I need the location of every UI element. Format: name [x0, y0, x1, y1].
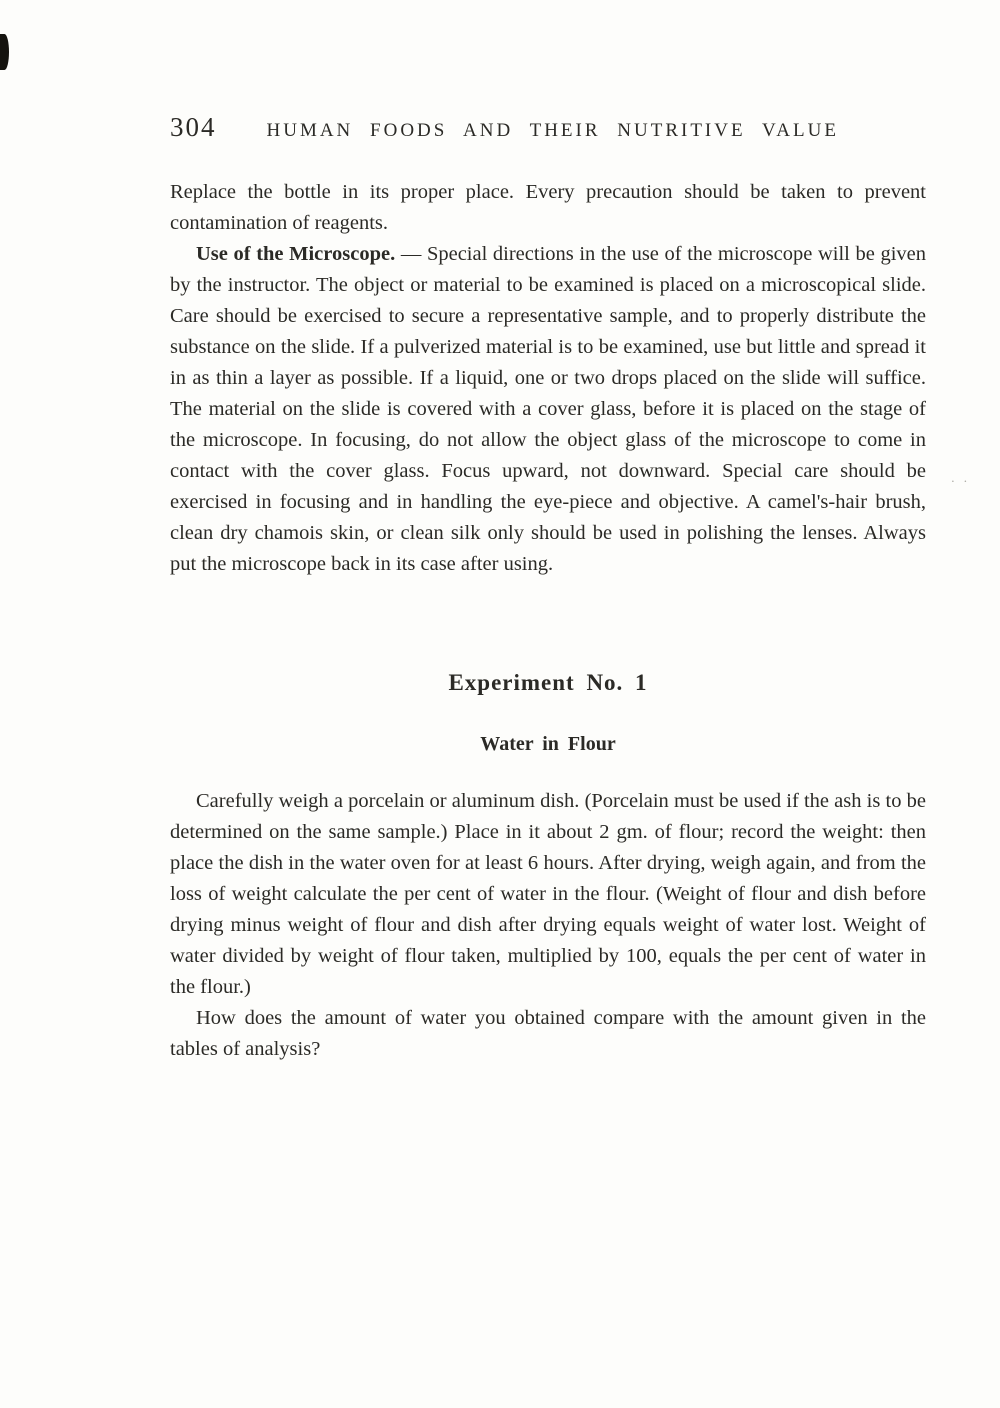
page-number: 304 — [170, 112, 217, 142]
page-header — [170, 112, 926, 143]
paragraph-reagents: Replace the bottle in its proper place. Every precaution should be taken to prevent contamination of reagents. — [170, 181, 926, 234]
running-title: HUMAN FOODS AND THEIR NUTRITIVE VALUE — [266, 120, 839, 141]
microscope-body-text: — Special directions in the use of the microscope will be given by the instructor. The object or material to be examined is placed on a microscopical slide. Care should be exercised to secure a representative sample, and to properly distribute the substance on the slide. If a pulverized material is to be examined, use but little and spread it in as thin a layer as possible. If a liquid, one or two drops placed on the slide will suffice. The material on the slide is covered with a cover glass, before it is placed on the stage of the microscope. In focusing, do not allow the object glass of the microscope to come in contact with the cover glass. Focus upward, not downward. Special care should be exercised in focusing and in handling the eye-piece and objective. A camel's-hair brush, clean dry chamois skin, or clean silk only should be used in polishing the lenses. Always put the microscope back in its case after using. — [170, 243, 926, 575]
experiment-heading: Experiment No. 1 — [448, 670, 648, 695]
scan-speck: . . — [951, 470, 970, 485]
scan-artifact — [0, 34, 9, 70]
microscope-lead-in: Use of the Microscope. — [196, 243, 396, 265]
body-text — [170, 177, 926, 1065]
page-content — [170, 112, 926, 1065]
paragraph-microscope — [170, 239, 926, 580]
paragraph-question: How does the amount of water you obtained compare with the amount given in the tables of analysis? — [170, 1007, 926, 1060]
experiment-subheading: Water in Flour — [480, 733, 616, 755]
paragraph-water-in-flour: Carefully weigh a porcelain or aluminum dish. (Porcelain must be used if the ash is to be determined on the same sample.) Place in it about 2 gm. of flour; record the weight: then place the dish in the water oven for at least 6 hours. After drying, weigh again, and from the loss of weight calculate the per cent of water in the flour. (Weight of flour and dish before drying minus weight of flour and dish after drying equals weight of water lost. Weight of water divided by weight of flour taken, multiplied by 100, equals the per cent of water in the flour.) — [170, 790, 926, 998]
